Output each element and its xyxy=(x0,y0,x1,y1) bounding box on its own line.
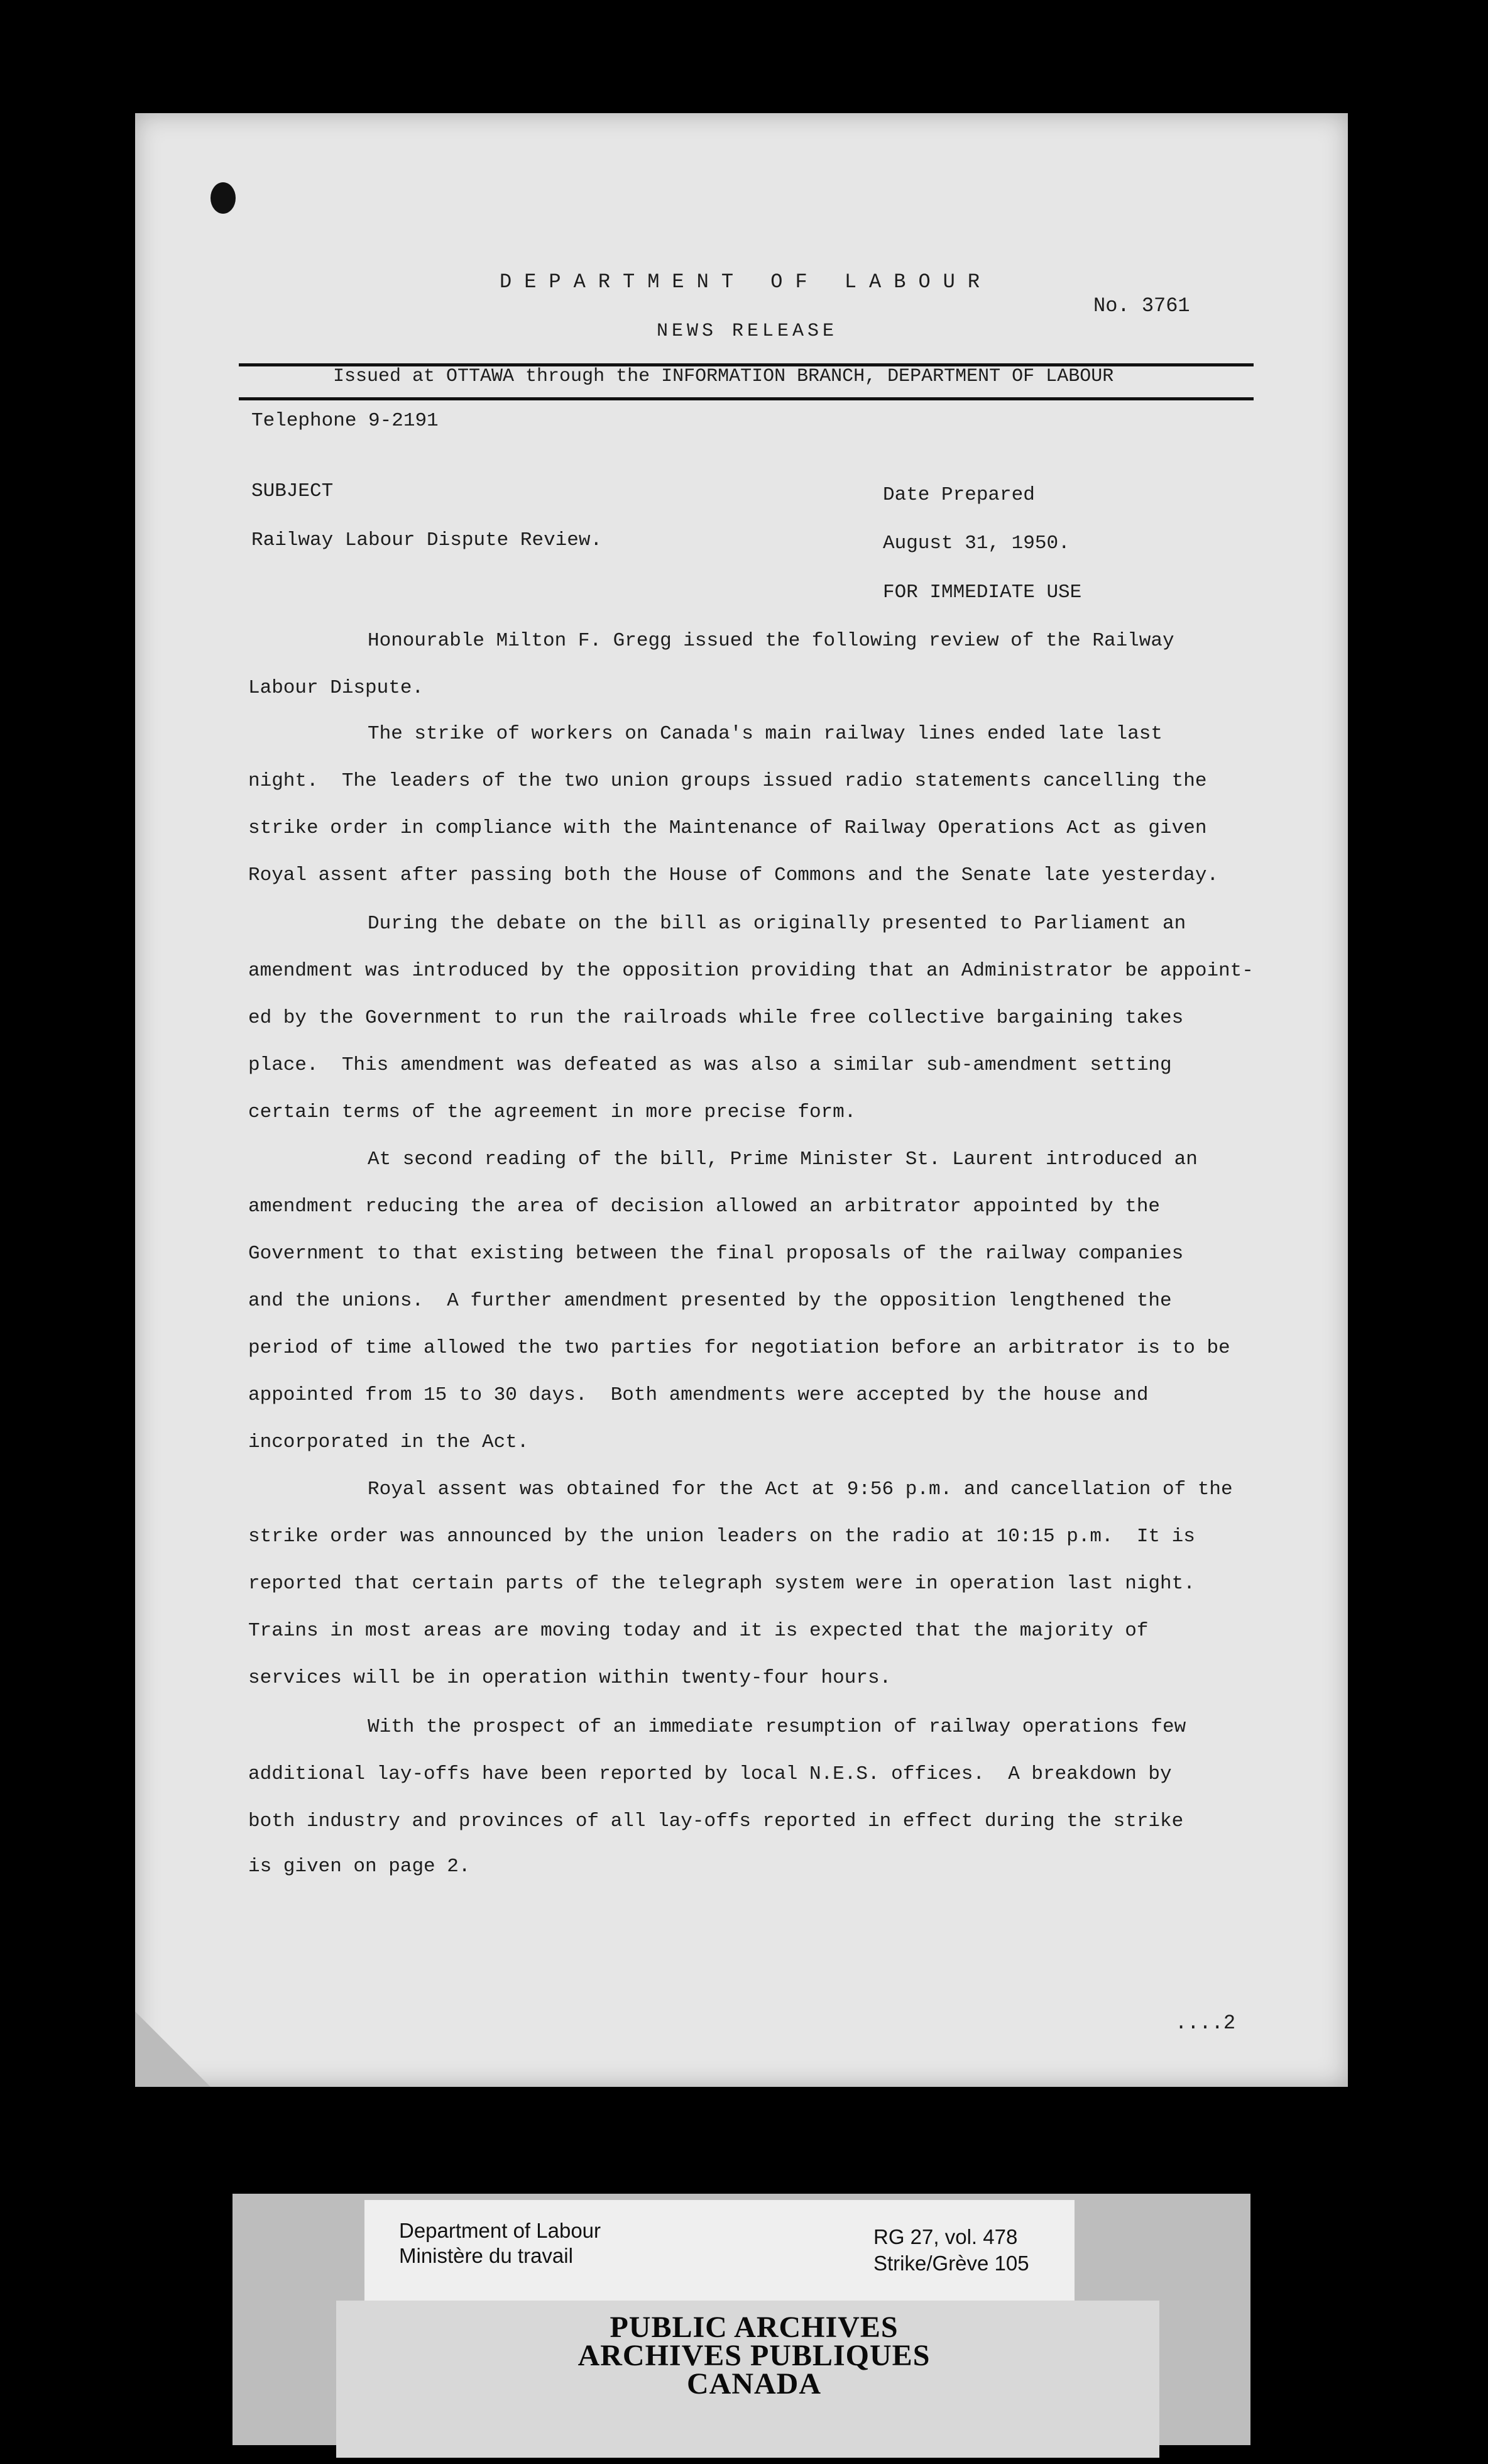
body-line: At second reading of the bill, Prime Minister St. Laurent introduced an xyxy=(368,1148,1198,1170)
archives-fr: ARCHIVES PUBLIQUES xyxy=(577,2339,931,2372)
body-line: incorporated in the Act. xyxy=(248,1431,529,1453)
body-line: both industry and provinces of all lay-offs reported in effect during the strike xyxy=(248,1810,1184,1832)
document-page xyxy=(135,113,1348,2087)
label-reference: RG 27, vol. 478 xyxy=(873,2225,1018,2248)
body-line: place. This amendment was defeated as was also a similar sub-amendment setting xyxy=(248,1054,1172,1076)
body-line: appointed from 15 to 30 days. Both amendments were accepted by the house and xyxy=(248,1384,1149,1406)
use-note: FOR IMMEDIATE USE xyxy=(883,581,1082,603)
archives-country: CANADA xyxy=(687,2367,821,2401)
department-title: DEPARTMENT OF LABOUR xyxy=(500,270,993,294)
folded-corner xyxy=(135,2011,211,2087)
date-value: August 31, 1950. xyxy=(883,532,1070,554)
body-line: Royal assent after passing both the House of Commons and the Senate late yesterday. xyxy=(248,864,1219,886)
body-line: Labour Dispute. xyxy=(248,677,424,699)
issued-line: Issued at OTTAWA through the INFORMATION BRANCH, DEPARTMENT OF LABOUR xyxy=(333,366,1114,387)
telephone: Telephone 9-2191 xyxy=(251,410,439,432)
body-line: reported that certain parts of the telegraph system were in operation last night. xyxy=(248,1573,1195,1595)
body-line: amendment was introduced by the opposition providing that an Administrator be appoint- xyxy=(248,960,1254,982)
archives-en: PUBLIC ARCHIVES xyxy=(610,2311,899,2344)
body-line: With the prospect of an immediate resumption of railway operations few xyxy=(368,1716,1186,1738)
body-line: Royal assent was obtained for the Act at 9:56 p.m. and cancellation of the xyxy=(368,1478,1233,1500)
body-line: services will be in operation within twenty-four hours. xyxy=(248,1667,892,1689)
label-dept-fr: Ministère du travail xyxy=(399,2244,573,2267)
body-line: is given on page 2. xyxy=(248,1856,471,1878)
body-line: Trains in most areas are moving today and it is expected that the majority of xyxy=(248,1620,1149,1642)
label-file: Strike/Grève 105 xyxy=(873,2252,1029,2275)
punch-hole xyxy=(211,182,236,214)
continuation-marker: ....2 xyxy=(1175,2011,1236,2035)
bottom-rule xyxy=(239,397,1254,400)
body-line: During the debate on the bill as originally presented to Parliament an xyxy=(368,913,1186,935)
body-line: and the unions. A further amendment presented by the opposition lengthened the xyxy=(248,1290,1172,1312)
body-line: Government to that existing between the final proposals of the railway companies xyxy=(248,1243,1184,1265)
body-line: strike order in compliance with the Maintenance of Railway Operations Act as given xyxy=(248,817,1207,839)
subject-value: Railway Labour Dispute Review. xyxy=(251,529,603,551)
body-line: certain terms of the agreement in more precise form. xyxy=(248,1101,856,1123)
body-line: ed by the Government to run the railroads while free collective bargaining takes xyxy=(248,1007,1184,1029)
body-line: night. The leaders of the two union groups issued radio statements cancelling the xyxy=(248,770,1207,792)
date-label: Date Prepared xyxy=(883,484,1035,506)
release-type: NEWS RELEASE xyxy=(657,321,838,342)
subject-label: SUBJECT xyxy=(251,480,334,502)
body-line: strike order was announced by the union leaders on the radio at 10:15 p.m. It is xyxy=(248,1526,1195,1548)
label-dept-en: Department of Labour xyxy=(399,2219,601,2242)
body-line: additional lay-offs have been reported by local N.E.S. offices. A breakdown by xyxy=(248,1763,1172,1785)
body-line: amendment reducing the area of decision allowed an arbitrator appointed by the xyxy=(248,1196,1161,1218)
release-number: No. 3761 xyxy=(1093,294,1190,317)
body-line: period of time allowed the two parties for negotiation before an arbitrator is to be xyxy=(248,1337,1230,1359)
body-line: Honourable Milton F. Gregg issued the following review of the Railway xyxy=(368,630,1174,652)
body-line: The strike of workers on Canada's main railway lines ended late last xyxy=(368,723,1163,745)
